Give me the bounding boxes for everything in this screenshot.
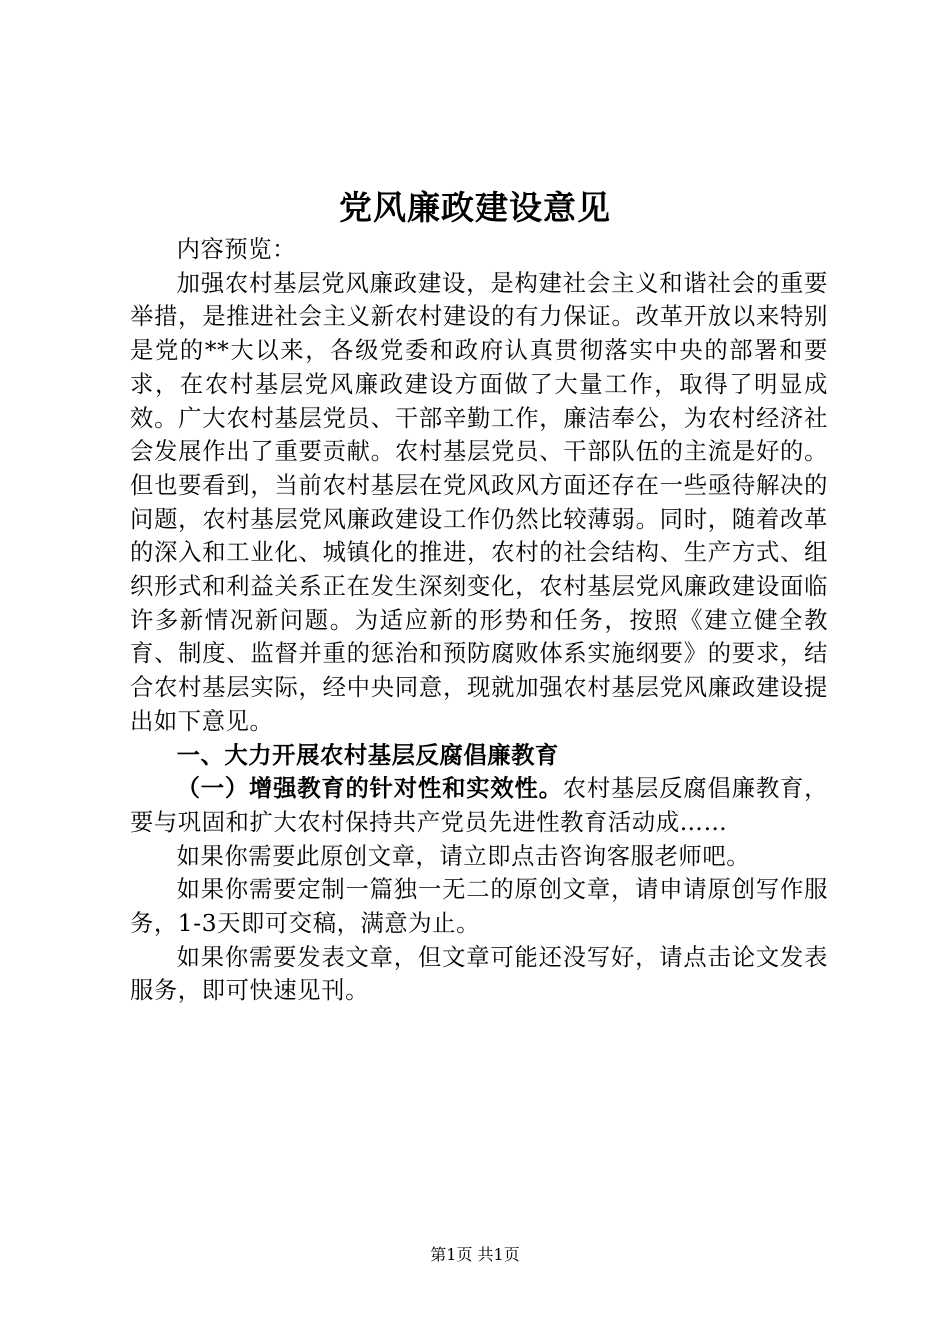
section-heading: 一、大力开展农村基层反腐倡廉教育 [176,741,559,769]
preview-label: 内容预览： [176,236,297,263]
page-footer: 第1页 共1页 [430,1245,520,1264]
publishing-notice: 如果你需要发表文章，但文章可能还没写好，请点击论文发表服务，即可快速见刊。 [130,943,828,1005]
subsection-lead: （一）增强教育的针对性和实效性。 [176,775,563,803]
consult-notice: 如果你需要此原创文章，请立即点击咨询客服老师吧。 [176,842,751,870]
subsection-text: 农村基层反腐倡廉教育，要与巩固和扩大农村保持共产党员先进性教育活动成…… [130,775,828,836]
document-body [130,233,828,1008]
document-title: 党风廉政建设意见 [339,188,611,227]
subsection-paragraph [130,772,828,839]
intro-paragraph: 加强农村基层党风廉政建设，是构建社会主义和谐社会的重要举措，是推进社会主义新农村建设的有力保证。改革开放以来特别是党的**大以来，各级党委和政府认真贯彻落实中央的部署和要求，在农村基层党风廉政建设方面做了大量工作，取得了明显成效。广大农村基层党员、干部辛勤工作，廉洁奉公，为农村经济社会发展作出了重要贡献。农村基层党员、干部队伍的主流是好的。但也要看到，当前农村基层在党风政风方面还存在一些亟待解决的问题，农村基层党风廉政建设工作仍然比较薄弱。同时，随着改革的深入和工业化、城镇化的推进，农村的社会结构、生产方式、组织形式和利益关系正在发生深刻变化，农村基层党风廉政建设面临许多新情况新问题。为适应新的形势和任务，按照《建立健全教育、制度、监督并重的惩治和预防腐败体系实施纲要》的要求，结合农村基层实际，经中央同意，现就加强农村基层党风廉政建设提出如下意见。 [130,269,828,735]
custom-writing-notice: 如果你需要定制一篇独一无二的原创文章，请申请原创写作服务，1-3天即可交稿，满意为止。 [130,876,828,938]
